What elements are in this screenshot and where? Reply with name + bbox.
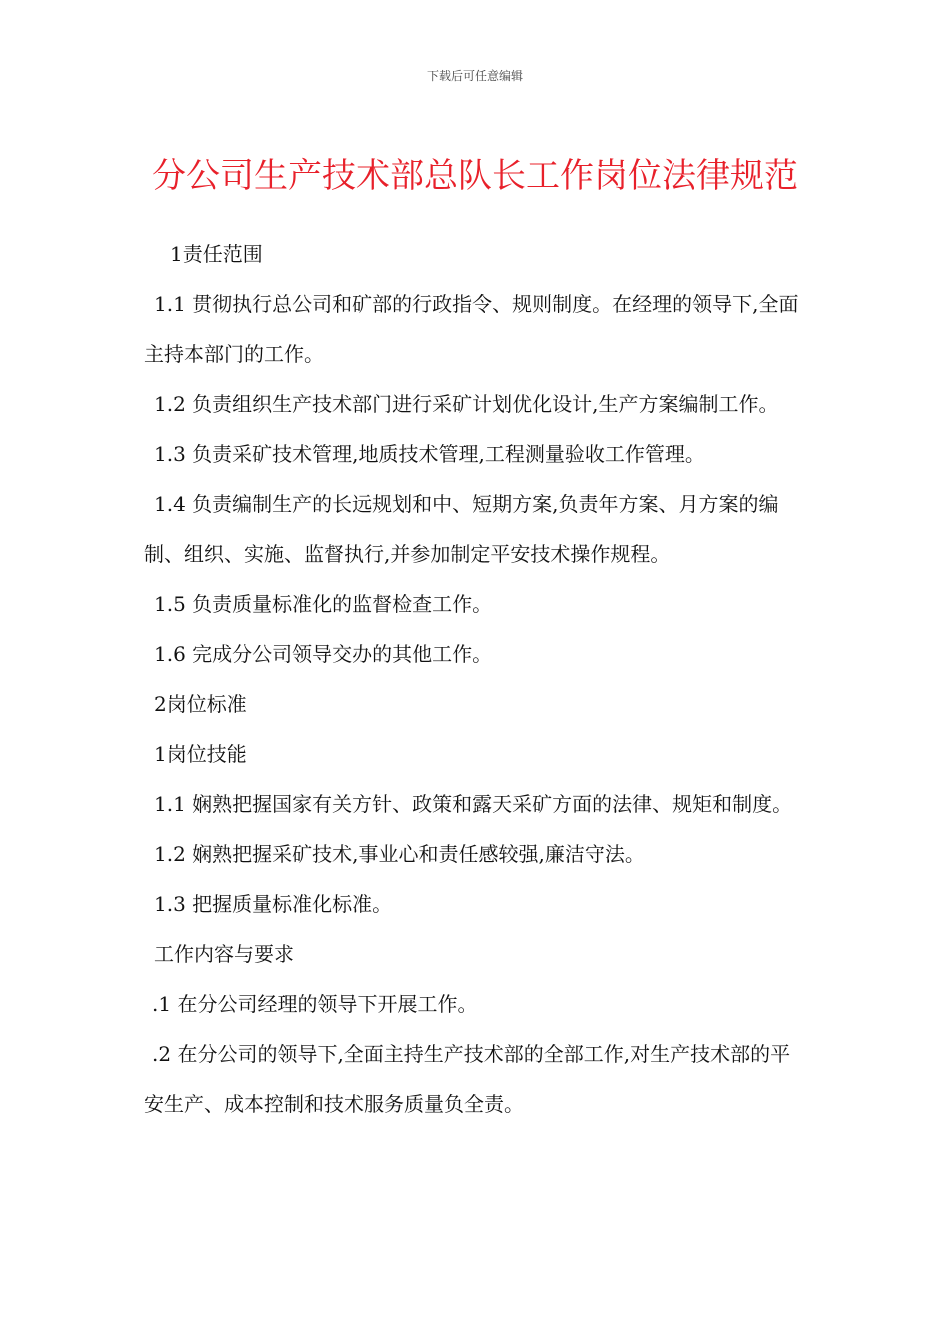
paragraph-skill-1-1: 1.1 娴熟把握国家有关方针、政策和露天采矿方面的法律、规矩和制度。 [154, 792, 793, 816]
paragraph-1-1: 1.1 贯彻执行总公司和矿部的行政指令、规则制度。在经理的领导下,全面主持本部门的工作。 [144, 292, 799, 366]
header-note: 下载后可任意编辑 [426, 69, 523, 83]
paragraph-skill-1-2: 1.2 娴熟把握采矿技术,事业心和责任感较强,廉洁守法。 [154, 842, 645, 866]
document-body [144, 229, 808, 1129]
paragraph-1-3: 1.3 负责采矿技术管理,地质技术管理,工程测量验收工作管理。 [154, 442, 705, 466]
section-heading-work-content: 工作内容与要求 [154, 942, 294, 966]
section-heading-responsibility: 1责任范围 [170, 242, 263, 266]
document-title: 分公司生产技术部总队长工作岗位法律规范 [152, 155, 798, 196]
paragraph-1-2: 1.2 负责组织生产技术部门进行采矿计划优化设计,生产方案编制工作。 [154, 392, 779, 416]
paragraph-1-4: 1.4 负责编制生产的长远规划和中、短期方案,负责年方案、月方案的编制、组织、实施、监督执行,并参加制定平安技术操作规程。 [144, 492, 779, 566]
paragraph-1-6: 1.6 完成分公司领导交办的其他工作。 [154, 642, 493, 666]
paragraph-1-5: 1.5 负责质量标准化的监督检查工作。 [154, 592, 493, 616]
section-heading-standards: 2岗位标准 [154, 692, 247, 716]
paragraph-work-1: .1 在分公司经理的领导下开展工作。 [152, 992, 478, 1016]
paragraph-work-2: .2 在分公司的领导下,全面主持生产技术部的全部工作,对生产技术部的平安生产、成本控制和技术服务质量负全责。 [144, 1042, 791, 1116]
paragraph-skill-1-3: 1.3 把握质量标准化标准。 [154, 892, 393, 916]
section-heading-skills: 1岗位技能 [154, 742, 247, 766]
